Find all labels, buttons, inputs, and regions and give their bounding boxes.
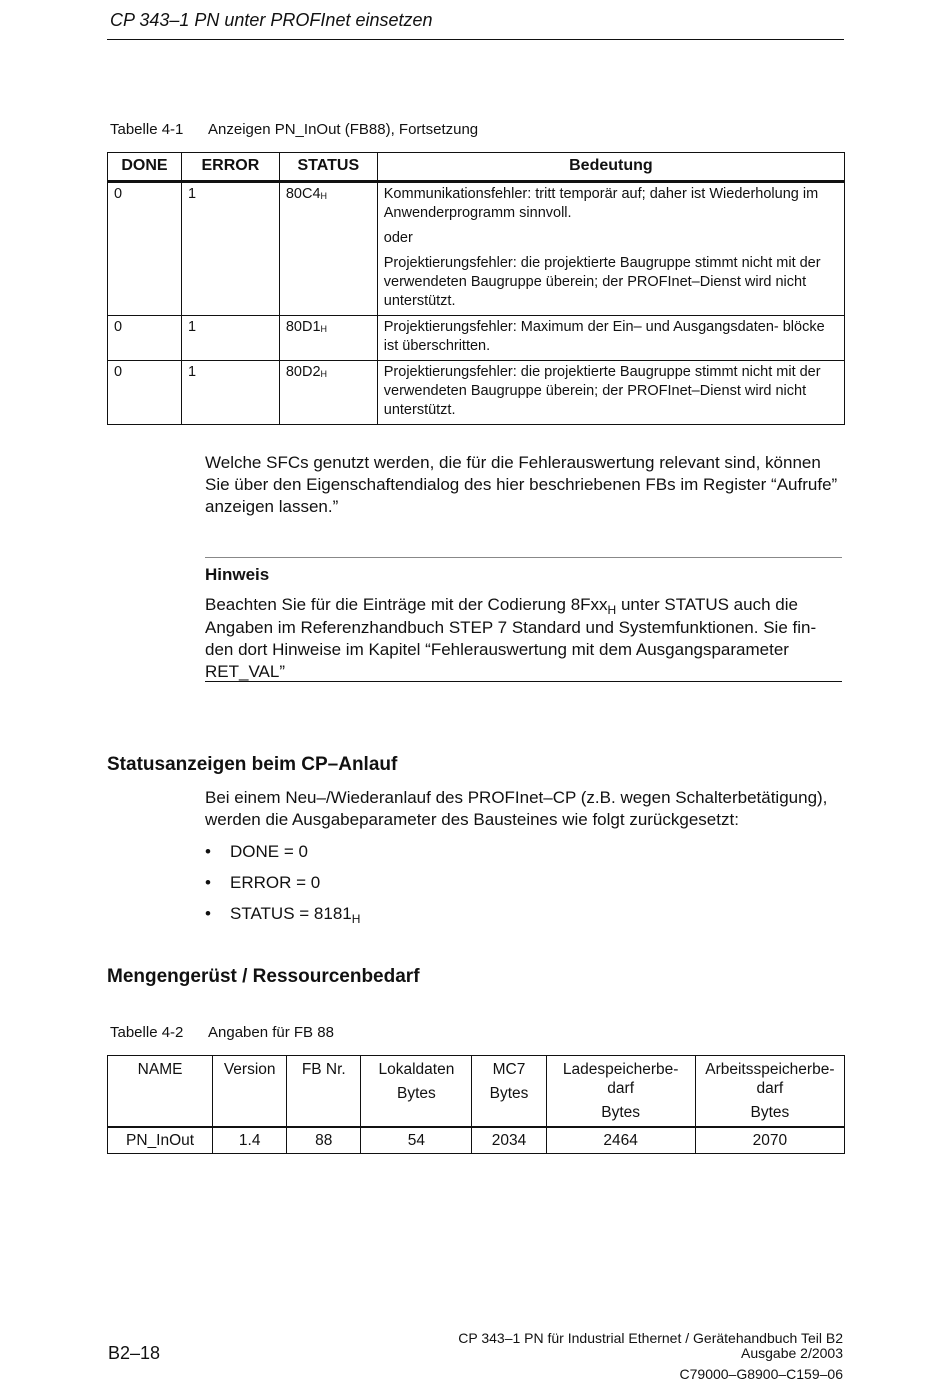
cell-load-memory: 2464 [546, 1127, 695, 1154]
section-heading-startup: Statusanzeigen beim CP–Anlauf [107, 754, 398, 775]
hint-rule-bottom [205, 681, 842, 682]
list-item [205, 904, 360, 924]
bullet-marker: • [205, 873, 211, 892]
header-label: Ladespeicherbe- darf [562, 1061, 679, 1097]
column-header-mc7 [472, 1056, 546, 1128]
bullet-marker: • [205, 842, 211, 861]
status-suffix: H [320, 324, 328, 334]
cell-meaning [377, 316, 844, 361]
header-rule [107, 39, 844, 40]
column-header-fb-nr [287, 1056, 361, 1128]
cell-error: 1 [181, 361, 279, 425]
running-header: CP 343–1 PN unter PROFInet einsetzen [110, 10, 433, 30]
list-item [205, 873, 320, 893]
status-code: 80C4 [285, 186, 321, 202]
hint-subscript: H [607, 603, 617, 617]
bullet-text: DONE = 0 [230, 842, 308, 861]
column-header-name [108, 1056, 213, 1128]
hint-text-part: Beachten Sie für die Einträge mit der Codierung 8Fxx [205, 595, 608, 614]
header-unit: Bytes [750, 1104, 790, 1121]
page-number: B2–18 [108, 1343, 161, 1363]
list-item [205, 842, 308, 862]
header-label: Lokaldaten [378, 1061, 455, 1078]
table-row [108, 316, 845, 361]
status-table-header-row [108, 153, 845, 182]
header-label: NAME [137, 1061, 183, 1078]
table-row [108, 182, 845, 316]
sfc-paragraph: Welche SFCs genutzt werden, die für die Fehlerauswertung relevant sind, können Sie über den Eigenschaftendialog des hier beschriebenen FBs im Register “Aufrufe” anzeigen lassen.” [205, 453, 838, 516]
header-label: Version [223, 1061, 276, 1078]
cell-fb-nr: 88 [287, 1127, 361, 1154]
cell-done: 0 [108, 361, 182, 425]
meaning-text: Projektierungsfehler: die projektierte Baugruppe stimmt nicht mit der verwendeten Baugruppe überein; der PROFInet–Dienst wird nicht unterstützt. [383, 364, 821, 418]
bullet-text: STATUS = 8181 [230, 904, 352, 923]
hint-text-part: unter STATUS auch die Angaben im Referenzhandbuch STEP 7 Standard und Systemfunktionen. Sie fin- den dort Hinweise im Kapitel “Fehlerauswertung mit dem Ausgangsparameter RET_VAL” [205, 595, 817, 681]
table1-caption-number: Tabelle 4-1 [110, 121, 184, 138]
cell-error: 1 [181, 182, 279, 316]
cell-meaning [377, 361, 844, 425]
meaning-text: Projektierungsfehler: Maximum der Ein– und Ausgangsdaten- blöcke ist überschritten. [383, 319, 825, 354]
meaning-text: Projektierungsfehler: die projektierte Baugruppe stimmt nicht mit der verwendeten Baugruppe überein; der PROFInet–Dienst wird nicht unterstützt. [383, 255, 821, 309]
status-suffix: H [320, 369, 328, 379]
footer-line-1: CP 343–1 PN für Industrial Ethernet / Gerätehandbuch Teil B2 [458, 1330, 843, 1346]
cell-work-memory: 2070 [695, 1127, 844, 1154]
header-label: MC7 [492, 1061, 526, 1078]
header-unit: Bytes [489, 1085, 529, 1102]
cell-mc7: 2034 [472, 1127, 546, 1154]
table-row [108, 361, 845, 425]
table1-caption [110, 121, 478, 138]
meaning-text: oder [383, 230, 413, 246]
startup-paragraph: Bei einem Neu–/Wiederanlauf des PROFInet–CP (z.B. wegen Schalterbetätigung), werden die Ausgabeparameter des Bausteines wie folgt zurückgesetzt: [205, 788, 828, 829]
bullet-marker: • [205, 904, 211, 923]
table2-caption-title: Angaben für FB 88 [208, 1024, 334, 1041]
column-header-local-data [361, 1056, 472, 1128]
column-header-error: ERROR [181, 153, 279, 182]
footer-line-3: C79000–G8900–C159–06 [679, 1366, 843, 1382]
cell-local-data: 54 [361, 1127, 472, 1154]
header-unit: Bytes [601, 1104, 641, 1121]
cell-name: PN_InOut [108, 1127, 213, 1154]
cell-status [279, 182, 377, 316]
table-row [108, 1127, 845, 1154]
bullet-subscript: H [351, 912, 361, 926]
hint-title: Hinweis [205, 565, 270, 584]
bullet-text: ERROR = 0 [230, 873, 321, 892]
column-header-version [213, 1056, 287, 1128]
header-label: Arbeitsspeicherbe- darf [705, 1061, 835, 1097]
status-suffix: H [320, 191, 328, 201]
cell-version: 1.4 [213, 1127, 287, 1154]
resource-table-header-row [108, 1056, 845, 1128]
status-code: 80D2 [285, 364, 321, 380]
header-label: FB Nr. [301, 1061, 346, 1078]
header-unit: Bytes [397, 1085, 436, 1102]
cell-status [279, 316, 377, 361]
cell-error: 1 [181, 316, 279, 361]
cell-done: 0 [108, 182, 182, 316]
footer-line-2: Ausgabe 2/2003 [741, 1345, 843, 1361]
column-header-load-memory [546, 1056, 695, 1128]
table2-caption-number: Tabelle 4-2 [110, 1024, 184, 1041]
hint-text [205, 594, 845, 683]
status-code: 80D1 [285, 319, 321, 335]
status-table [107, 152, 845, 425]
column-header-status: STATUS [279, 153, 377, 182]
table1-caption-title: Anzeigen PN_InOut (FB88), Fortsetzung [208, 121, 479, 138]
cell-meaning [377, 182, 844, 316]
section-heading-resources: Mengengerüst / Ressourcenbedarf [107, 966, 420, 987]
column-header-work-memory [695, 1056, 844, 1128]
resource-table [107, 1055, 845, 1154]
table2-caption [110, 1024, 334, 1041]
meaning-text: Kommunikationsfehler: tritt temporär auf; daher ist Wiederholung im Anwenderprogramm sinnvoll. [383, 186, 819, 221]
hint-rule-top [205, 557, 842, 558]
cell-status [279, 361, 377, 425]
cell-done: 0 [108, 316, 182, 361]
column-header-done: DONE [108, 153, 182, 182]
column-header-meaning: Bedeutung [377, 153, 844, 182]
